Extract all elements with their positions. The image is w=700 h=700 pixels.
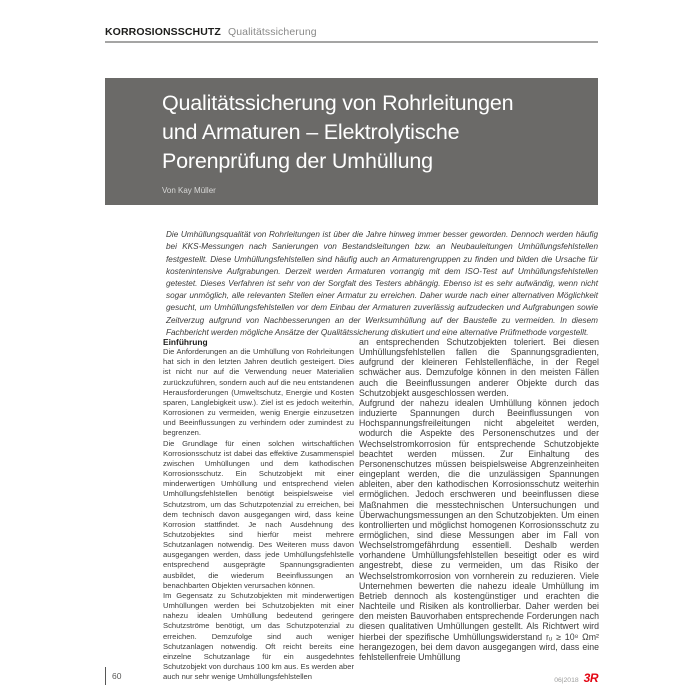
left-column-text (163, 347, 354, 682)
body-paragraph: Im Gegensatz zu Schutzobjekten mit minderwertigen Umhüllungen werden bei Schutzobjekten mit einer nahezu idealen Umhüllung bedeutend geringere Schutzströme benötigt, um das Schutzpotenzial zu erreichen. Demzufolge sind auch weniger Schutzanlagen notwendig. Oft reicht bereits eine einzelne Schutzanlage für ein ausgedehntes Schutzobjekt von durchaus 100 km aus. Es werden aber auch nur sehr wenige Umhüllungsfehlstellen (163, 590, 354, 682)
left-column (163, 337, 354, 682)
header-kicker (105, 26, 317, 38)
title-line: Porenprüfung der Umhüllung (162, 149, 433, 173)
body-paragraph: an entsprechenden Schutzobjekten toleriert. Bei diesen Umhüllungsfehlstellen fallen die Spannungsgradienten, aufgrund der kleineren Fehlstellenfläche, in der Regel schwächer aus. Demzufolge können in den meisten Fällen auch die Beeinflussungen anderer Objekte durch das Schutzobjekt ausgeschlossen werden. (359, 337, 599, 398)
title-banner (105, 78, 598, 205)
right-column-text (359, 337, 599, 662)
title-line: und Armaturen – Elektrolytische (162, 120, 460, 144)
journal-logo: 3R (583, 671, 598, 685)
article-title (162, 89, 580, 176)
right-column (359, 337, 599, 662)
byline: Von Kay Müller (162, 186, 216, 195)
section-heading: Einführung (163, 337, 208, 347)
section-label: KORROSIONSSCHUTZ (105, 26, 221, 38)
body-paragraph: Aufgrund der nahezu idealen Umhüllung können jedoch induzierte Spannungen durch Beeinflussungen von Hochspannungsfreileitungen nicht abgeleitet werden, wodurch die Aspekte des Personenschutzes und der Wechselstromkorrosion für entsprechende Schutzobjekte beachtet werden müssen. Zur Einhaltung des Personenschutzes müssen beispielsweise Abgrenzeinheiten eingeplant werden, die die unzulässigen Spannungen ableiten, aber den kathodischen Korrosionsschutz weiterhin ermöglichen. Jedoch erschweren und beeinflussen diese Maßnahmen die messtechnischen Untersuchungen und Überwachungsmessungen an den Schutzobjekten. Um einen kontrollierten und möglichst homogenen Korrosionsschutz zu ermöglichen, sind diese Messungen aber im Fall von Wechselstromgefährdung essentiell. Deshalb werden vorhandene Umhüllungsfehlstellen beseitigt oder es wird angestrebt, diese zu vermeiden, um das Risiko der Wechselstromkorrosion von vornherein zu reduzieren. Viele Unternehmen bewerten die nahezu ideale Umhüllung im Betrieb dennoch als kostengünstiger und erachten die Nachteile und Risiken als kontrollierbar. Daher werden bei den meisten Bauvorhaben entsprechende Forderungen nach diesen qualitativen Umhüllungen gestellt. Als Richtwert wird hierbei der spezifische Umhüllungswiderstand rᵤ ≥ 10⁸ Ωm² herangezogen, bei dem davon ausgegangen wird, dass eine fehlstellenfreie Umhüllung (359, 397, 599, 662)
issue-label: 06|2018 (554, 677, 579, 684)
abstract-paragraph: Die Umhüllungsqualität von Rohrleitungen ist über die Jahre hinweg immer besser geworden. Dennoch werden häufig bei KKS-Messungen nach Sanierungen von Bestandsleitungen bzw. an Neubauleitungen Umhüllungsfehlstellen festgestellt. Diese Umhüllungsfehlstellen sind häufig auch an Armaturengruppen zu finden und bilden die Ursache für kostenintensive Aufgrabungen. Derzeit werden Armaturen vorrangig mit dem ISO-Test auf Umhüllungsfehlstellen getestet. Dieses Verfahren ist sehr von der Sorgfalt des Testers abhängig. Ebenso ist es sehr aufwändig, wenn nicht sogar unmöglich, alle relevanten Stellen einer Armatur zu erreichen. Daher wurde nach einer alternativen Möglichkeit gesucht, um Umhüllungsfehlstellen vor dem Einbau der Armaturen zuverlässig aufzudecken und Aufgrabungen sowie Zeitverzug aufgrund von Nachbesserungen an der Werksumhüllung auf der Baustelle zu vermeiden. In diesem Fachbericht werden mögliche Ansätze der Qualitätssicherung diskutiert und eine alternative Prüfmethode vorgestellt. (166, 230, 598, 337)
header-rule (105, 41, 598, 43)
body-paragraph: Die Grundlage für einen solchen wirtschaftlichen Korrosionsschutz ist dabei das effektive Zusammenspiel zwischen Umhüllungen und dem kathodischen Korrosionsschutz. Ein Schutzobjekt mit einer minderwertigen Umhüllung und entsprechend vielen Umhüllungsfehlstellen benötigt beispielsweise viel Schutzstrom, um das Schutzpotenzial zu erreichen, bei dem technisch davon ausgegangen wird, dass keine Korrosion stattfindet. Je nach Ausdehnung des Schutzobjektes sind hierfür meist mehrere Schutzanlagen notwendig. Des Weiteren muss davon ausgegangen werden, dass jede Umhüllungsfehlstelle entsprechend ausgeprägte Spannungsgradienten ausbildet, die wiederum Beeinflussungen an benachbarten Objekten verursachen können. (163, 438, 354, 590)
footer-issue (554, 671, 598, 685)
body-paragraph: Die Anforderungen an die Umhüllung von Rohrleitungen hat sich in den letzten Jahren deutlich gesteigert. Dies ist nicht nur auf die Verwendung neuer Materialien zurückzuführen, sondern auch auf die neu entstandenen Herausforderungen (Umweltschutz, Energie und Kosten sparen, Langlebigkeit usw.). Ziel ist es jedoch weiterhin, Korrosionen zu vermeiden, wenig Energie einzusetzen und Beeinflussungen zu verhindern oder zumindest zu begrenzen. (163, 347, 354, 438)
subsection-label: Qualitätssicherung (227, 26, 317, 38)
page-number (105, 667, 121, 685)
page-number-value: 60 (112, 671, 122, 681)
title-line: Qualitätssicherung von Rohrleitungen (162, 91, 514, 115)
